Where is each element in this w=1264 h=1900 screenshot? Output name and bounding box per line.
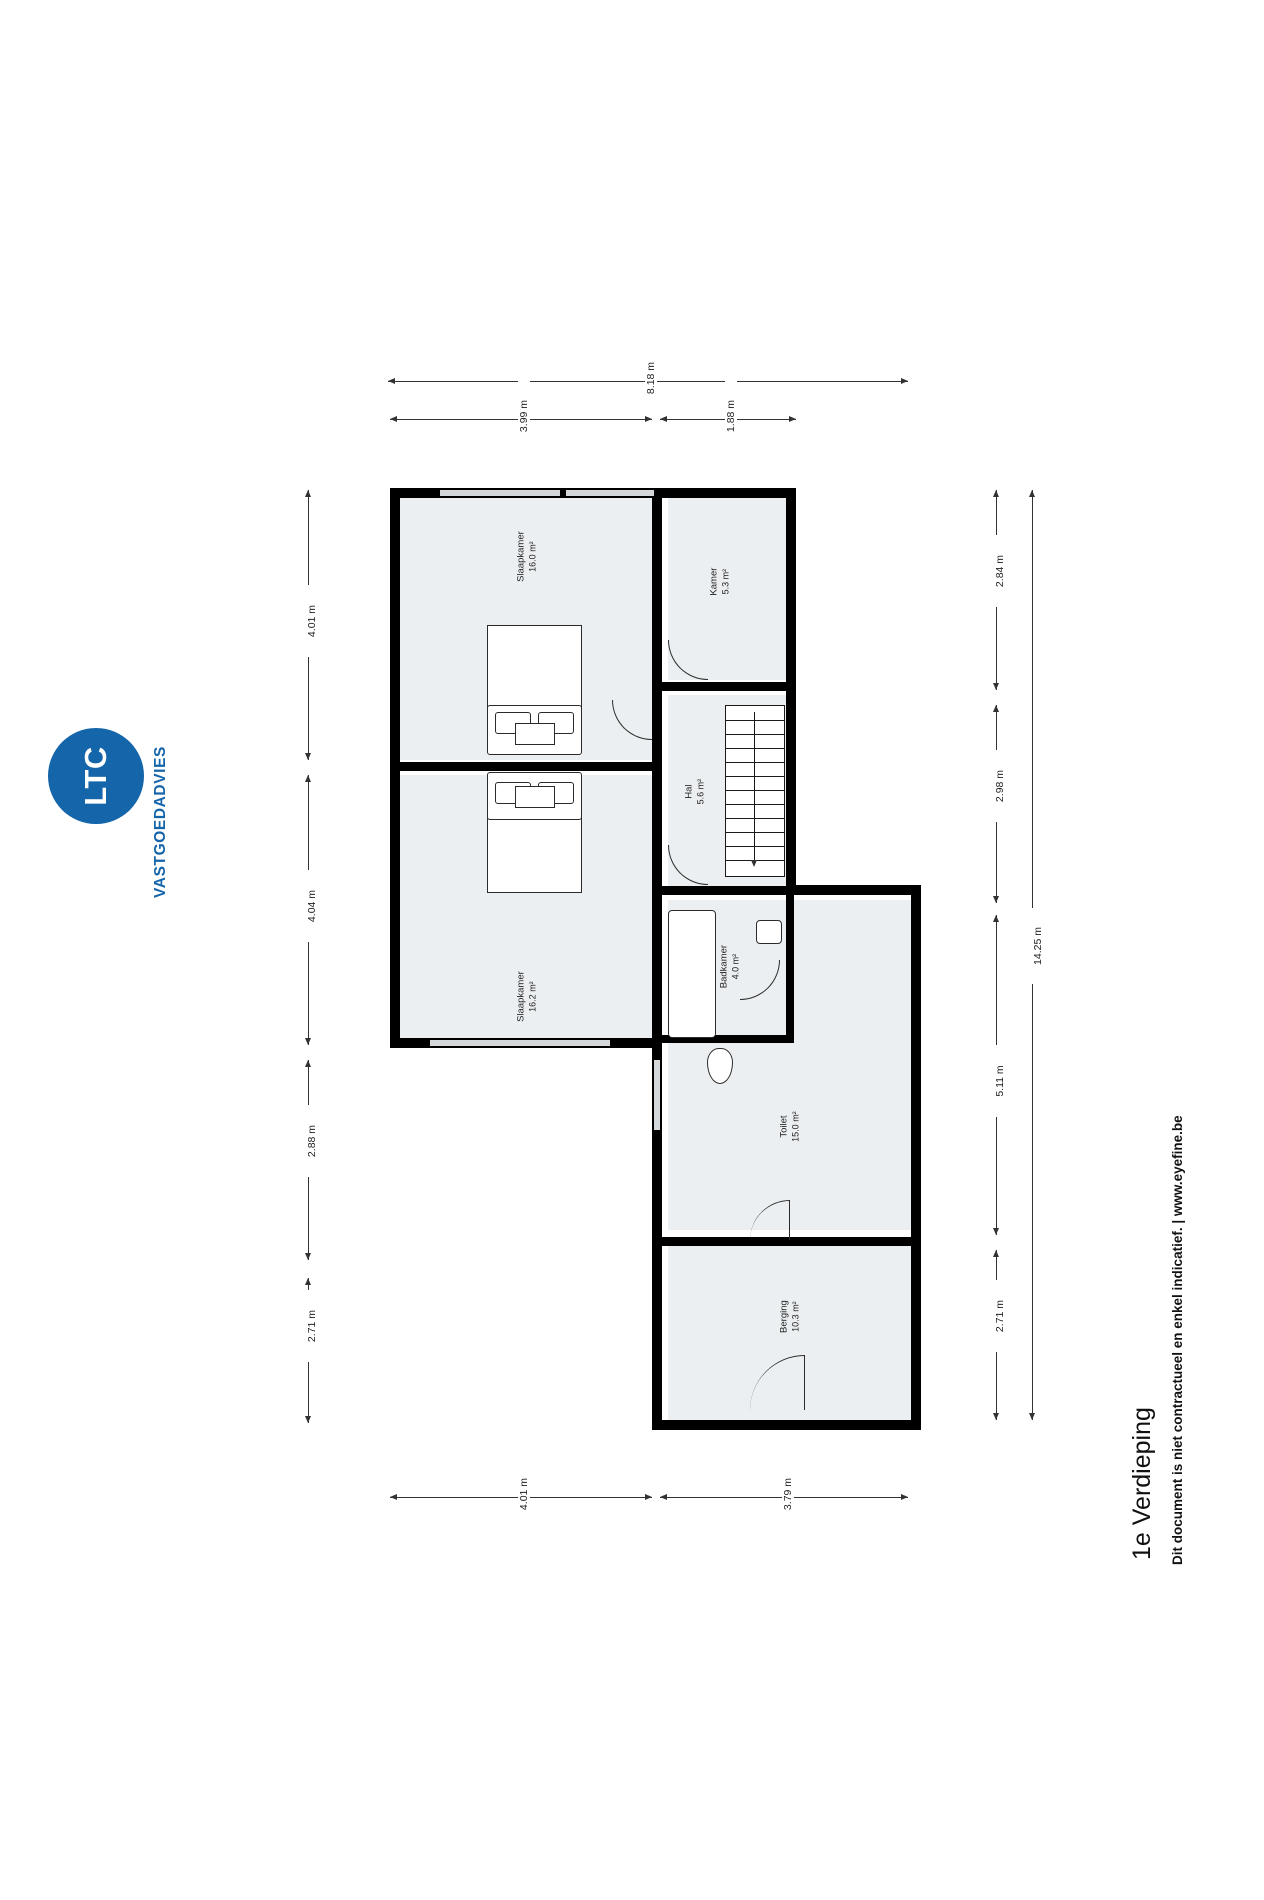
wall-between-bedrooms bbox=[390, 762, 660, 771]
dim-arrow-right-2-84-bottom bbox=[993, 683, 999, 690]
dim-label-left-2-71: 2.71 m bbox=[306, 1290, 318, 1362]
bathtub bbox=[668, 910, 716, 1038]
window-side-hall bbox=[652, 1060, 662, 1130]
dim-arrow-left-2-71-top bbox=[305, 1278, 311, 1285]
dim-arrow-left-2-88-top bbox=[305, 1060, 311, 1067]
dim-arrow-left-2-71-bottom bbox=[305, 1416, 311, 1423]
nightstand-1 bbox=[515, 723, 555, 745]
dim-label-left-2-88: 2.88 m bbox=[306, 1105, 318, 1177]
room-label-slaapkamer-1: Slaapkamer 16.0 m² bbox=[515, 531, 538, 582]
dim-arrow-right-2-71-top bbox=[993, 1250, 999, 1257]
dim-arrow-top-1-88-left bbox=[660, 416, 667, 422]
dim-arrow-bottom-3-79-right bbox=[901, 1494, 908, 1500]
dim-arrow-top-3-99-left bbox=[390, 416, 397, 422]
dim-label-right-2-71: 2.71 m bbox=[994, 1280, 1006, 1352]
window-top-bedroom-1 bbox=[440, 488, 560, 498]
dim-label-left-4-01: 4.01 m bbox=[306, 585, 318, 657]
wall-hal-badkamer bbox=[660, 886, 796, 895]
logo-tagline: VASTGOEDADVIES bbox=[152, 746, 169, 898]
dim-arrow-left-2-88-bottom bbox=[305, 1253, 311, 1260]
dim-arrow-right-5-11-bottom bbox=[993, 1228, 999, 1235]
dim-label-top-3-99: 3.99 m bbox=[518, 380, 530, 452]
dim-label-bottom-3-79: 3.79 m bbox=[782, 1458, 794, 1530]
dim-arrow-top-total-right bbox=[901, 378, 908, 384]
dim-label-right-2-84: 2.84 m bbox=[994, 535, 1006, 607]
wall-badkamer-right bbox=[786, 886, 794, 1041]
dim-arrow-left-4-01-top bbox=[305, 490, 311, 497]
wall-top-large-right-block bbox=[786, 885, 921, 895]
room-label-toilet: Toilet 15.0 m² bbox=[778, 1111, 801, 1142]
dim-arrow-right-2-98-top bbox=[993, 705, 999, 712]
dim-arrow-right-total-bottom bbox=[1029, 1413, 1035, 1420]
dim-arrow-bottom-4-01-left bbox=[390, 1494, 397, 1500]
dim-arrow-right-5-11-top bbox=[993, 915, 999, 922]
dim-label-bottom-4-01: 4.01 m bbox=[518, 1458, 530, 1530]
dim-arrow-top-total-left bbox=[388, 378, 395, 384]
dim-arrow-left-4-04-top bbox=[305, 775, 311, 782]
dim-arrow-right-2-71-bottom bbox=[993, 1413, 999, 1420]
dim-arrow-right-total-top bbox=[1029, 490, 1035, 497]
wall-right-outer bbox=[911, 885, 921, 1430]
dim-label-right-2-98: 2.98 m bbox=[994, 750, 1006, 822]
window-bottom-bedroom bbox=[430, 1038, 610, 1048]
sink bbox=[756, 920, 782, 944]
dim-label-left-4-04: 4.04 m bbox=[306, 870, 318, 942]
dim-label-right-5-11: 5.11 m bbox=[994, 1045, 1006, 1117]
dim-arrow-top-3-99-right bbox=[645, 416, 652, 422]
dim-arrow-right-2-98-bottom bbox=[993, 896, 999, 903]
nightstand-2 bbox=[515, 786, 555, 808]
logo-mark-text: LTC bbox=[78, 746, 113, 806]
room-label-kamer: Kamer 5.3 m² bbox=[708, 567, 731, 596]
page-title: 1e Verdieping bbox=[1128, 1407, 1156, 1560]
dim-arrow-left-4-01-bottom bbox=[305, 753, 311, 760]
room-label-hal: Hal 5.6 m² bbox=[683, 778, 706, 805]
dim-label-right-total: 14.25 m bbox=[1032, 908, 1044, 984]
staircase-direction-arrow bbox=[751, 860, 757, 867]
dim-arrow-right-2-84-top bbox=[993, 490, 999, 497]
wall-top-right-block bbox=[660, 488, 795, 498]
dim-arrow-bottom-4-01-right bbox=[645, 1494, 652, 1500]
window-top-bedroom-2 bbox=[566, 488, 654, 498]
disclaimer-text: Dit document is niet contractueel en enkel indicatief. | www.eyefine.be bbox=[1170, 1115, 1185, 1565]
room-label-berging: Berging 10.3 m² bbox=[778, 1300, 801, 1333]
dim-arrow-bottom-3-79-left bbox=[660, 1494, 667, 1500]
wall-kamer-hal bbox=[660, 682, 796, 691]
dim-label-top-1-88: 1.88 m bbox=[725, 380, 737, 452]
staircase-direction-line bbox=[754, 712, 755, 862]
room-label-badkamer: Badkamer 4.0 m² bbox=[718, 944, 741, 989]
wall-bottom-berging bbox=[652, 1420, 921, 1430]
dim-arrow-left-4-04-bottom bbox=[305, 1038, 311, 1045]
dim-arrow-top-1-88-right bbox=[789, 416, 796, 422]
room-label-slaapkamer-2: Slaapkamer 16.2 m² bbox=[515, 971, 538, 1022]
dim-label-top-total: 8.18 m bbox=[645, 342, 657, 414]
